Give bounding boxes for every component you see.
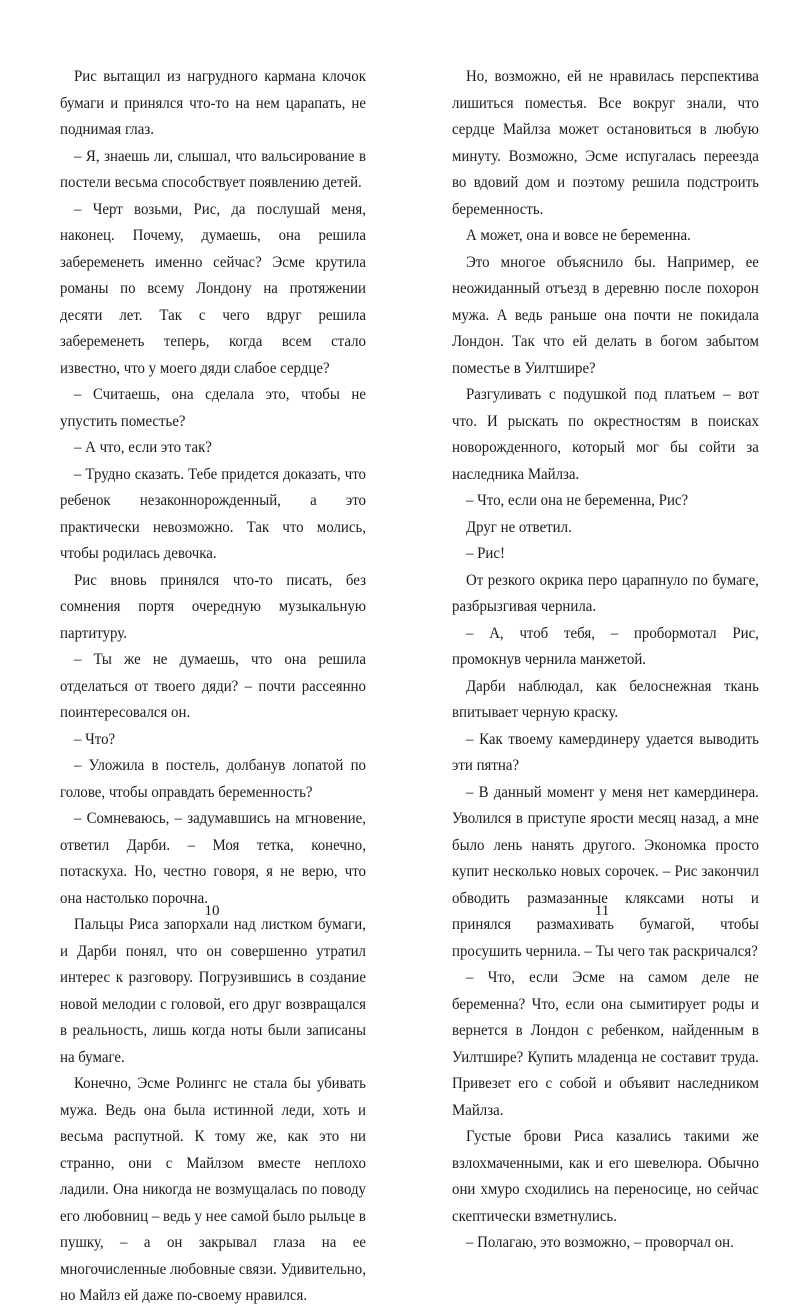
paragraph: – Уложила в постель, долбанув лопатой по голове, чтобы оправдать беременность?: [60, 757, 366, 801]
paragraph: Конечно, Эсме Ролингс не стала бы убивать мужа. Ведь она была истинной леди, хоть и весьма распутной. К тому же, как это ни странно, они с Майлзом вместе неплохо ладили. Она никогда не возмущалась по поводу его любовниц – ведь у нее самой было рыльце в пушку, – а он закрывал глаза на ее многочисленные любовные связи. Удивительно, но Майлз ей даже по-своему нравился.: [60, 1075, 366, 1304]
left-page-text: [60, 64, 366, 1310]
paragraph: – Черт возьми, Рис, да послушай меня, наконец. Почему, думаешь, она решила забеременеть именно сейчас? Эсме крутила романы по всему Лондону на протяжении десяти лет. Так с чего вдруг решила забеременеть теперь, когда всем стало известно, что у моего дяди слабое сердце?: [60, 200, 366, 377]
paragraph: – Рис!: [465, 545, 505, 562]
page-number-right: 11: [594, 903, 610, 919]
paragraph: – Что?: [73, 730, 116, 748]
paragraph: – А что, если это так?: [73, 439, 212, 456]
paragraph: – Что, если она не беременна, Рис?: [465, 492, 689, 509]
right-page-text: [452, 64, 759, 1257]
paragraph: – Сомневаюсь, – задумавшись на мгновение, ответил Дарби. – Моя тетка, конечно, потаскуха. Но, честно говоря, я не верю, что она настолько порочна.: [60, 810, 366, 907]
paragraph: – А, чтоб тебя, – пробормотал Рис, промокнув чернила манжетой.: [452, 624, 759, 668]
paragraph: Рис вытащил из нагрудного кармана клочок бумаги и принялся что-то на нем царапать, не поднимая глаз.: [60, 68, 366, 138]
paragraph: Густые брови Риса казались такими же взлохмаченными, как и его шевелюра. Обычно они хмуро сходились на переносице, но сейчас скептически взметнулись.: [452, 1128, 759, 1225]
paragraph: – Трудно сказать. Тебе придется доказать, что ребенок незаконнорожденный, а это практически невозможно. Так что молись, чтобы родилась девочка.: [60, 465, 366, 562]
paragraph: – Что, если Эсме на самом деле не беременна? Что, если она сымитирует роды и вернется в Лондон с ребенком, найденным в Уилтшире? Купить младенца не составит труда. Привезет его с собой и объявит наследником Майлза.: [452, 969, 759, 1119]
paragraph: – Считаешь, она сделала это, чтобы не упустить поместье?: [60, 386, 366, 430]
paragraph: Разгуливать с подушкой под платьем – вот что. И рыскать по окрестностям в поисках новорожденного, который мог бы сойти за наследника Майлза.: [452, 386, 759, 483]
page-number-left: 10: [204, 903, 220, 919]
paragraph: – В данный момент у меня нет камердинера. Уволился в приступе ярости месяц назад, а мне было лень нанять другого. Экономка просто купит несколько новых сорочек. – Рис закончил обводить размазанные кляксами ноты и принялся размахивать бумагой, чтобы просушить чернила. – Ты чего так раскричался?: [452, 783, 759, 960]
paragraph: Пальцы Риса запорхали над листком бумаги, и Дарби понял, что он совершенно утратил интерес к разговору. Погрузившись в создание новой мелодии с головой, его друг возвращался в реальность, лишь когда ноты были записаны на бумаге.: [60, 916, 366, 1066]
paragraph: От резкого окрика перо царапнуло по бумаге, разбрызгивая чернила.: [452, 571, 759, 615]
paragraph: – Полагаю, это возможно, – проворчал он.: [465, 1234, 734, 1251]
paragraph: Друг не ответил.: [465, 518, 572, 536]
paragraph: – Я, знаешь ли, слышал, что вальсирование в постели весьма способствует появлению детей.: [60, 147, 366, 191]
paragraph: Дарби наблюдал, как белоснежная ткань впитывает черную краску.: [452, 677, 759, 721]
paragraph: Но, возможно, ей не нравилась перспектива лишиться поместья. Все вокруг знали, что сердце Майлза может остановиться в любую минуту. Возможно, Эсме испугалась переезда во вдовий дом и поэтому решила подстроить беременность.: [452, 68, 759, 218]
paragraph: – Ты же не думаешь, что она решила отделаться от твоего дяди? – почти рассеянно поинтересовался он.: [60, 651, 366, 721]
paragraph: Рис вновь принялся что-то писать, без сомнения портя очередную музыкальную партитуру.: [60, 571, 366, 642]
paragraph: Это многое объяснило бы. Например, ее неожиданный отъезд в деревню после похорон мужа. А ведь раньше она почти не покидала Лондон. Так что ей делать в богом забытом поместье в Уилтшире?: [452, 253, 759, 377]
paragraph: – Как твоему камердинеру удается выводить эти пятна?: [452, 730, 759, 774]
paragraph: А может, она и вовсе не беременна.: [465, 227, 691, 244]
